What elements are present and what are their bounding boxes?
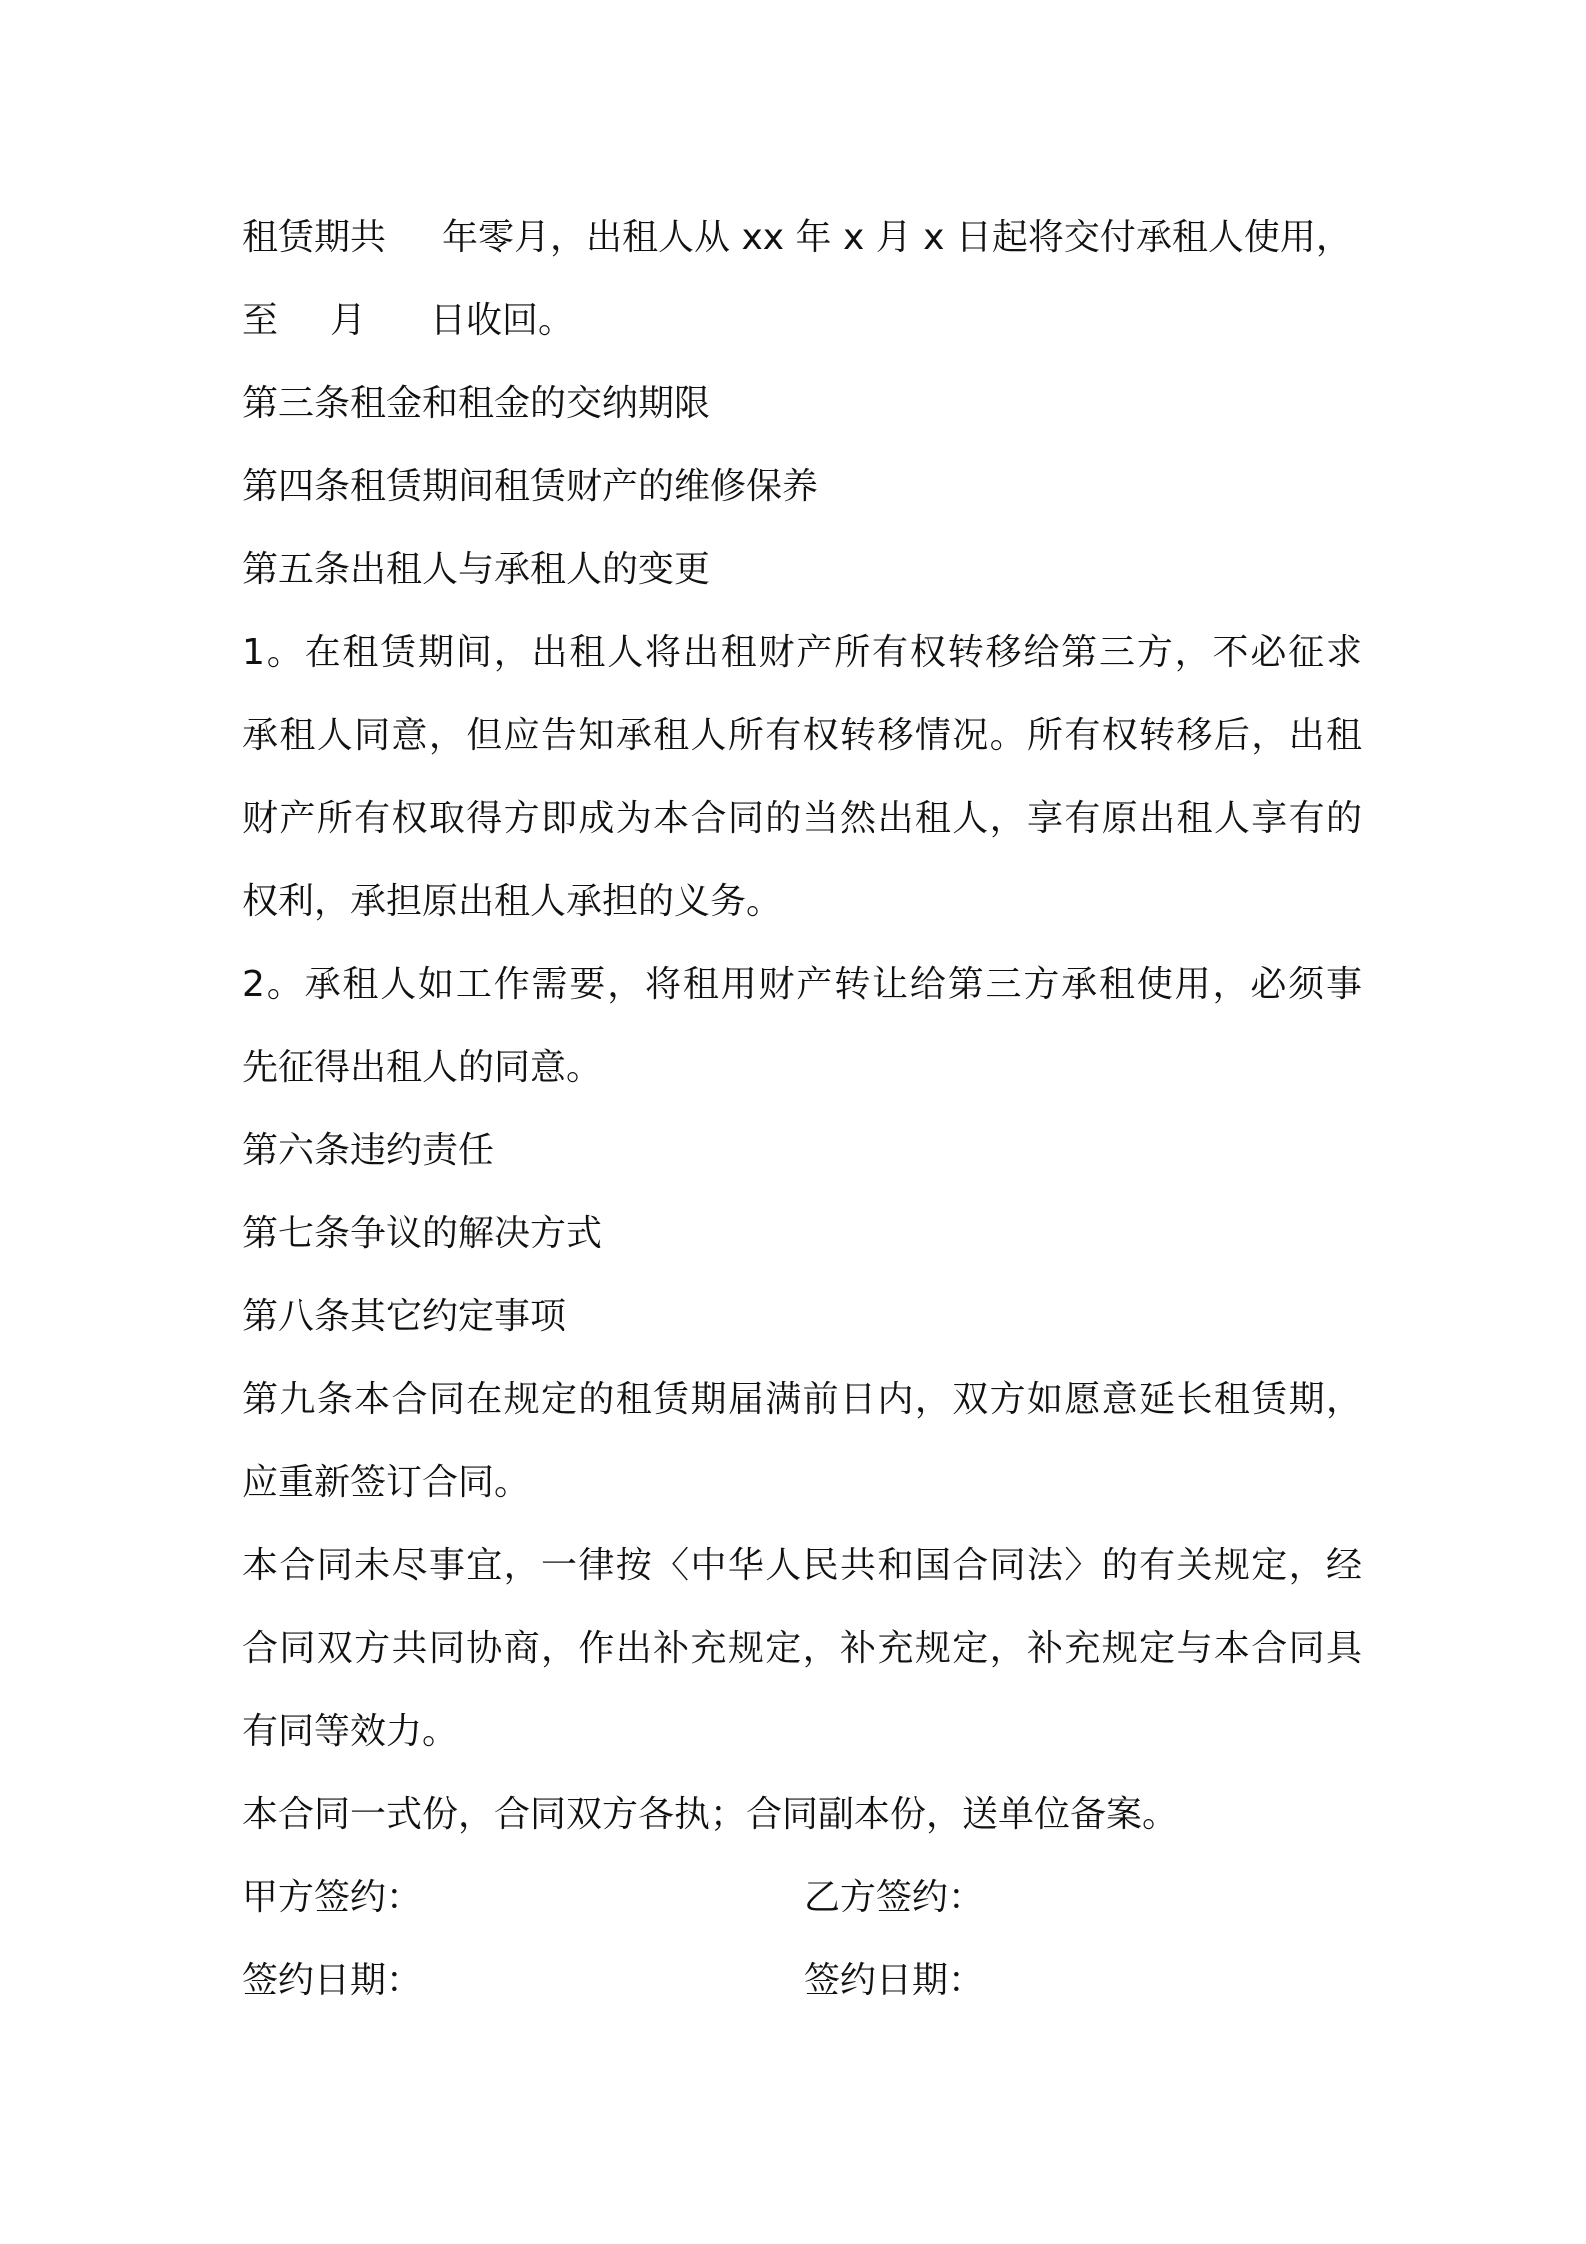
party-b-signature-label: 乙方签约： — [804, 1877, 985, 1918]
party-a-signature-label: 甲方签约： — [242, 1877, 423, 1918]
lease-term-rest: 年零月，出租人从 xx 年 x 月 x 日起将交付承租人使用， — [442, 217, 1352, 258]
supplement-line: 本合同未尽事宜，一律按〈中华人民共和国合同法〉的有关规定，经 — [242, 1545, 1362, 1586]
item-1-line: 承租人同意，但应告知承租人所有权转移情况。所有权转移后，出租 — [242, 715, 1362, 756]
lease-term-prefix: 租赁期共 — [242, 217, 387, 258]
item-2-line: 先征得出租人的同意。 — [242, 1047, 603, 1088]
article-8-heading: 第八条其它约定事项 — [242, 1296, 567, 1337]
item-1-line: 财产所有权取得方即成为本合同的当然出租人，享有原出租人享有的 — [242, 798, 1362, 839]
supplement-line: 合同双方共同协商，作出补充规定，补充规定，补充规定与本合同具 — [242, 1628, 1362, 1669]
signature-row — [242, 1856, 1362, 1939]
article-3-heading: 第三条租金和租金的交纳期限 — [242, 383, 711, 424]
party-a-date-label: 签约日期： — [242, 1960, 423, 2001]
copies-clause: 本合同一式份，合同双方各执；合同副本份，送单位备案。 — [242, 1794, 1179, 1835]
signing-date-row — [242, 1939, 1362, 2022]
item-1-line: 权利，承担原出租人承担的义务。 — [242, 881, 783, 922]
article-4-heading: 第四条租赁期间租赁财产的维修保养 — [242, 466, 819, 507]
article-7-heading: 第七条争议的解决方式 — [242, 1213, 603, 1254]
article-6-heading: 第六条违约责任 — [242, 1130, 495, 1171]
item-2-line: 2。承租人如工作需要，将租用财产转让给第三方承租使用，必须事 — [242, 964, 1362, 1005]
article-9-line: 第九条本合同在规定的租赁期届满前日内，双方如愿意延长租赁期， — [242, 1379, 1362, 1420]
article-9-line: 应重新签订合同。 — [242, 1462, 531, 1503]
party-b-date-label: 签约日期： — [804, 1960, 985, 2001]
item-1-line: 1。在租赁期间，出租人将出租财产所有权转移给第三方，不必征求 — [242, 632, 1362, 673]
lease-return-to: 至 — [242, 300, 279, 341]
lease-return-month: 月 — [330, 300, 367, 341]
article-5-heading: 第五条出租人与承租人的变更 — [242, 549, 711, 590]
supplement-line: 有同等效力。 — [242, 1711, 459, 1752]
document-body — [242, 196, 1362, 2022]
lease-return-day: 日收回。 — [430, 300, 575, 341]
lease-return-line — [242, 279, 1362, 362]
lease-term-line — [242, 196, 1362, 279]
